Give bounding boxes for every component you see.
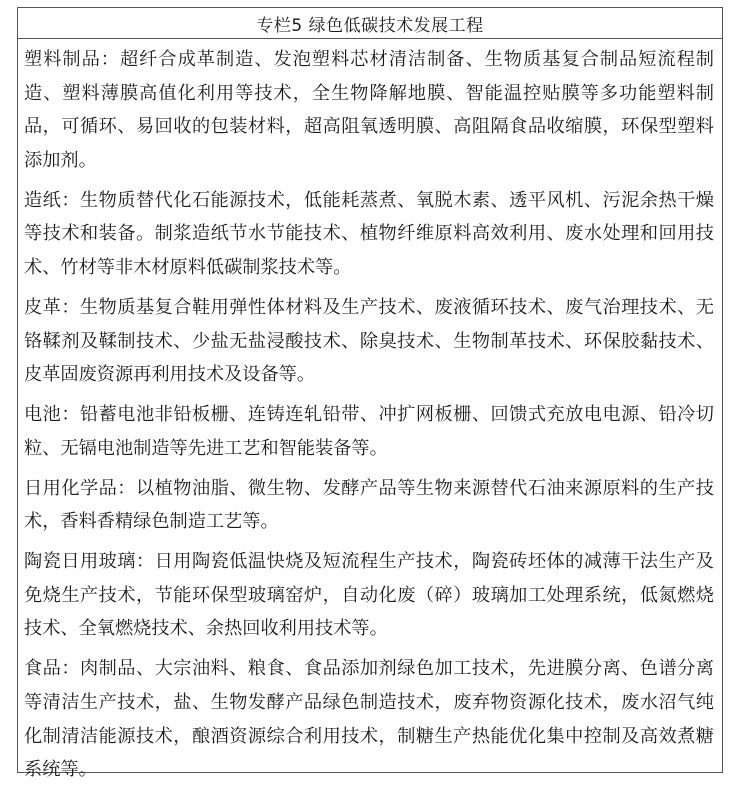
section-battery (24, 398, 714, 465)
section-ceramics-glass (24, 545, 714, 646)
section-label: 日用化学品： (24, 477, 136, 499)
section-text: 日用陶瓷低温快烧及短流程生产技术，陶瓷砖坯体的减薄干法生产及免烧生产技术，节能环保型玻璃窑炉，自动化废（碎）玻璃加工处理系统，低氮燃烧技术、全氧燃烧技术、余热回收利用技术等。 (24, 551, 714, 640)
section-leather (24, 291, 714, 392)
section-text: 生物质替代化石能源技术，低能耗蒸煮、氧脱木素、透平风机、污泥余热干燥等技术和装备。制浆造纸节水节能技术、植物纤维原料高效利用、废水处理和回用技术、竹材等非木材原料低碳制浆技术等。 (24, 189, 714, 278)
section-text: 以植物油脂、微生物、发酵产品等生物来源替代石油来源原料的生产技术，香料香精绿色制造工艺等。 (24, 477, 714, 533)
section-text: 超纤合成革制造、发泡塑料芯材清洁制备、生物质基复合制品短流程制造、塑料薄膜高值化利用等技术，全生物降解地膜、智能温控贴膜等多功能塑料制品，可循环、易回收的包装材料，超高阻氧透明膜、高阻隔食品收缩膜，环保型塑料添加剂。 (24, 49, 714, 171)
column-title: 专栏5 绿色低碳技术发展工程 (18, 8, 722, 39)
section-label: 造纸： (24, 189, 80, 211)
section-label: 皮革： (24, 296, 80, 318)
section-text: 铅蓄电池非铅板栅、连铸连轧铅带、冲扩网板栅、回馈式充放电电源、铅冷切粒、无镉电池制造等先进工艺和智能装备等。 (24, 404, 714, 459)
section-label: 食品： (24, 658, 80, 680)
column-box (17, 7, 723, 781)
section-label: 电池： (24, 404, 80, 426)
section-plastics (24, 43, 714, 177)
column-content (18, 39, 722, 787)
section-text: 肉制品、大宗油料、粮食、食品添加剂绿色加工技术，先进膜分离、色谱分离等清洁生产技术，盐、生物发酵产品绿色制造技术，废弃物资源化技术，废水沼气纯化制清洁能源技术，酿酒资源综合利用技术，制糖生产热能优化集中控制及高效煮糖系统等。 (24, 658, 714, 781)
section-label: 塑料制品： (24, 49, 120, 70)
section-daily-chemicals (24, 472, 714, 539)
section-food (24, 652, 714, 786)
section-paper (24, 184, 714, 285)
section-text: 生物质基复合鞋用弹性体材料及生产技术、废液循环技术、废气治理技术、无铬鞣剂及鞣制技术、少盐无盐浸酸技术、除臭技术、生物制革技术、环保胶黏技术、皮革固废资源再利用技术及设备等。 (24, 296, 714, 386)
section-label: 陶瓷日用玻璃： (24, 551, 155, 573)
